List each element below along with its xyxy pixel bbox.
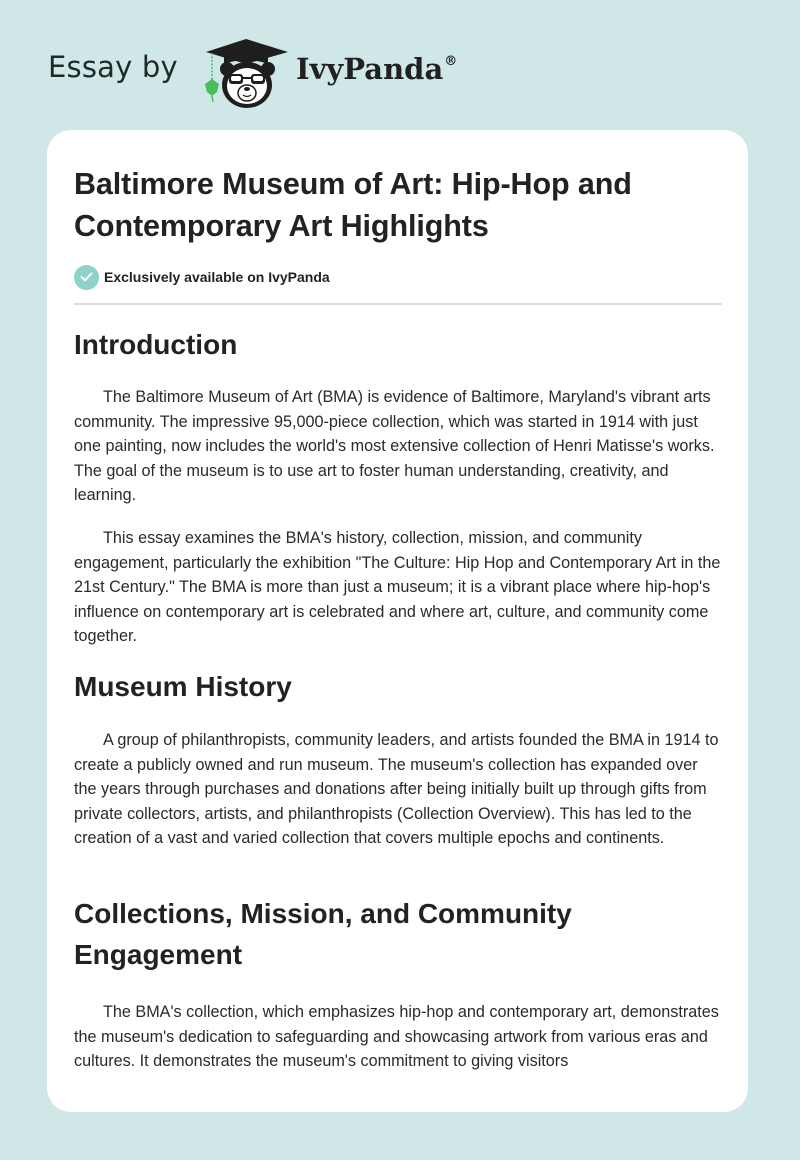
exclusive-badge [74, 264, 330, 290]
section-heading-introduction: Introduction [74, 329, 238, 360]
paragraph: The BMA's collection, which emphasizes hip-hop and contemporary art, demonstrates the museum's dedication to safeguarding and showcasing artwork from various eras and cultures. It demonstrates the museum's commitment to giving visitors [74, 1003, 719, 1070]
section-heading-collections: Collections, Mission, and Community Engagement [74, 898, 572, 970]
exclusive-label: Exclusively available on IvyPanda [104, 269, 330, 285]
check-circle-icon [74, 265, 99, 290]
paragraph: The Baltimore Museum of Art (BMA) is evidence of Baltimore, Maryland's vibrant arts community. The impressive 95,000-piece collection, which was started in 1914 with just one painting, now includes the world's most extensive collection of Henri Matisse's works. The goal of the museum is to use art to foster human understanding, creativity, and learning. [74, 388, 715, 504]
brand-name-text: IvyPanda [296, 52, 444, 86]
title-divider [74, 303, 722, 305]
essay-card [47, 130, 748, 1112]
section-heading-museum-history: Museum History [74, 671, 292, 702]
paragraph: This essay examines the BMA's history, collection, mission, and community engagement, particularly the exhibition "The Culture: Hip Hop and Contemporary Art in the 21st Century." The BMA is more than just a museum; it is a vibrant place where hip-hop's influence on contemporary art is celebrated and where art, culture, and community come together. [74, 529, 721, 645]
site-header [0, 0, 800, 130]
brand-name[interactable] [296, 52, 457, 86]
panda-graduate-logo-icon[interactable] [200, 36, 292, 110]
essay-title: Baltimore Museum of Art: Hip-Hop and Contemporary Art Highlights [74, 167, 632, 243]
registered-mark: ® [444, 54, 458, 69]
essay-by-label: Essay by [48, 50, 178, 84]
paragraph: A group of philanthropists, community leaders, and artists founded the BMA in 1914 to create a publicly owned and run museum. The museum's collection has expanded over the years through purchases and donations after being initially built up through gifts from private collectors, artists, and philanthropists (Collection Overview). This has led to the creation of a vast and varied collection that covers multiple epochs and continents. [74, 731, 719, 847]
